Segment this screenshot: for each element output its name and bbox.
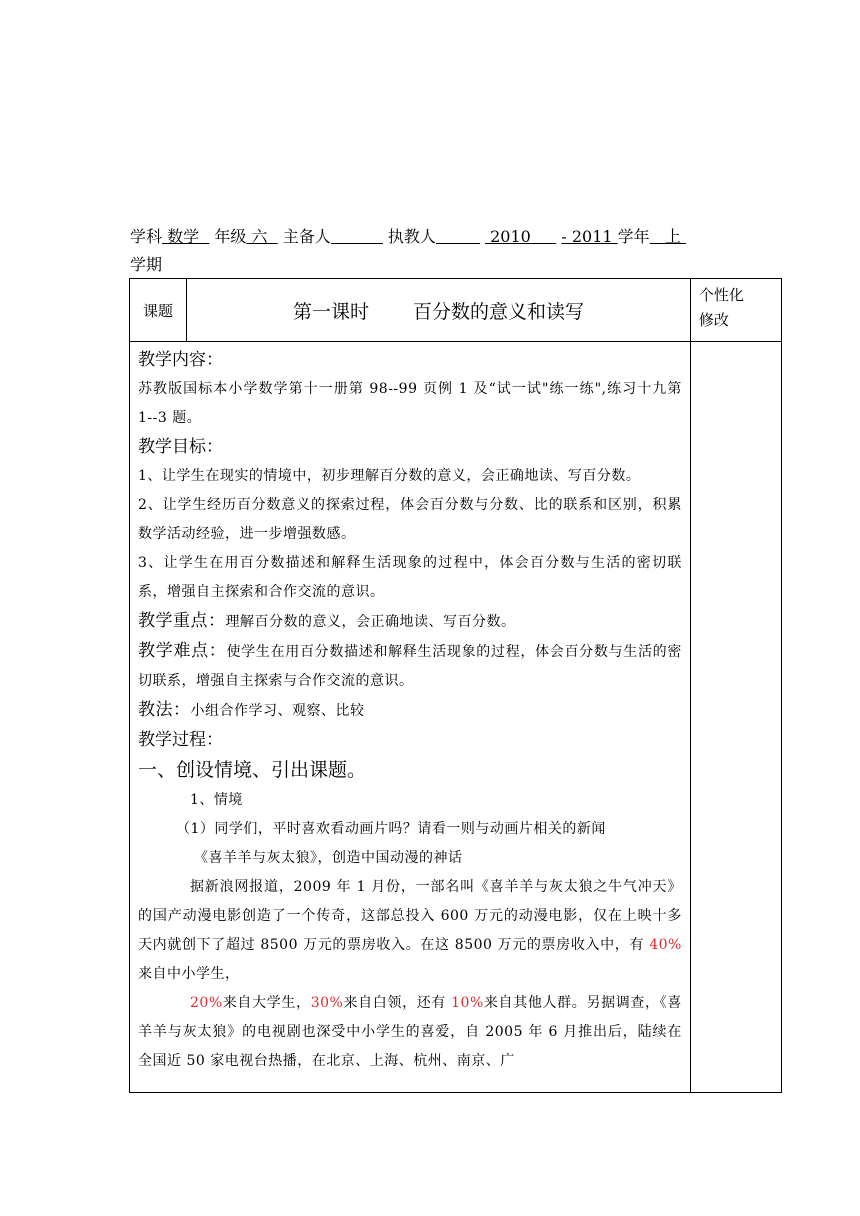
section-1-heading: 一、创设情境、引出课题。	[138, 759, 367, 781]
process-heading: 教学过程：	[138, 730, 223, 750]
lesson-number: 第一课时	[292, 300, 369, 323]
method-heading: 教法：	[138, 700, 191, 720]
year-dash: -	[561, 227, 567, 246]
topic-label: 课题	[143, 301, 174, 320]
news-paragraph-2: 20%来自大学生，30%来自白领，还有 10%来自其他人群。另据调查，《喜羊羊与灰太狼》的电视剧也深受中小学生的喜爱，自 2005 年 6 月推出后，陆续在全国近 50 家电视台热播，在北京、上海、杭州、南京、广	[138, 995, 682, 1069]
lesson-table	[129, 278, 782, 1093]
grade-value: 六	[251, 227, 268, 246]
school-year-label: 学年	[617, 227, 650, 246]
subject-value: 数学	[167, 227, 200, 246]
teacher-label: 执教人	[387, 227, 436, 246]
lesson-title: 百分数的意义和读写	[412, 300, 584, 323]
lesson-header	[130, 224, 740, 250]
news-paragraph-1: 据新浪网报道，2009 年 1 月份，一部名叫《喜羊羊与灰太狼之牛气冲天》的国产动漫电影创造了一个传奇，这部总投入 600 万元的动漫电影，仅在上映十多天内就创下了超过 8500 万元的票房收入。在这 8500 万元的票房收入中，有 40%来自中小学生，	[138, 879, 682, 982]
key-points-text: 理解百分数的意义，会正确地读、写百分数。	[225, 614, 516, 630]
percent-40: 40%	[649, 937, 682, 953]
news-title: 《喜羊羊与灰太狼》，创造中国动漫的神话	[194, 850, 463, 866]
lesson-body-cell	[130, 342, 691, 1093]
item-1-1: （1）同学们，平时喜欢看动画片吗？请看一则与动画片相关的新闻	[176, 821, 606, 837]
term-label: 学期	[130, 255, 163, 274]
revise-label-line1: 个性化	[698, 286, 744, 304]
key-points	[138, 607, 682, 637]
percent-10: 10%	[451, 995, 484, 1011]
difficulties-heading: 教学难点：	[138, 641, 227, 661]
teaching-content-heading: 教学内容：	[138, 350, 223, 370]
method-text: 小组合作学习、观察、比较	[190, 703, 365, 719]
year-end: 2011	[571, 227, 613, 246]
key-points-heading: 教学重点：	[138, 611, 226, 631]
method	[138, 696, 682, 726]
teacher-blank	[436, 225, 480, 244]
objectives-heading: 教学目标：	[138, 437, 223, 457]
percent-30: 30%	[310, 995, 344, 1011]
preparer-blank	[331, 225, 383, 244]
term-value: 上	[664, 227, 681, 246]
topic-title-cell	[187, 279, 691, 342]
percent-20: 20%	[190, 995, 223, 1011]
preparer-label: 主备人	[282, 227, 331, 246]
revise-notes-cell	[690, 342, 781, 1093]
objective-1: 1、让学生在现实的情境中，初步理解百分数的意义，会正确地读、写百分数。	[138, 468, 641, 484]
topic-label-cell	[130, 279, 187, 342]
objective-2: 2、让学生经历百分数意义的探索过程，体会百分数与分数、比的联系和区别，积累数学活动经验，进一步增强数感。	[138, 497, 682, 542]
item-1: 1、情境	[190, 792, 243, 808]
teaching-content-text: 苏教版国标本小学数学第十一册第 98--99 页例 1 及“试一试"练一练",练习十九第 1--3 题。	[138, 381, 682, 426]
objective-3: 3、让学生在用百分数描述和解释生活现象的过程中，体会百分数与生活的密切联系，增强自主探索和合作交流的意识。	[138, 555, 682, 600]
revise-header-cell	[690, 279, 781, 342]
subject-label: 学科	[130, 227, 163, 246]
year-start: 2010	[490, 227, 531, 246]
difficulties	[138, 637, 682, 696]
difficulties-text: 使学生在用百分数描述和解释生活现象的过程，体会百分数与生活的密切联系，增强自主探索与合作交流的意识。	[138, 644, 682, 689]
grade-label: 年级	[214, 227, 247, 246]
revise-label-line2: 修改	[698, 311, 729, 329]
